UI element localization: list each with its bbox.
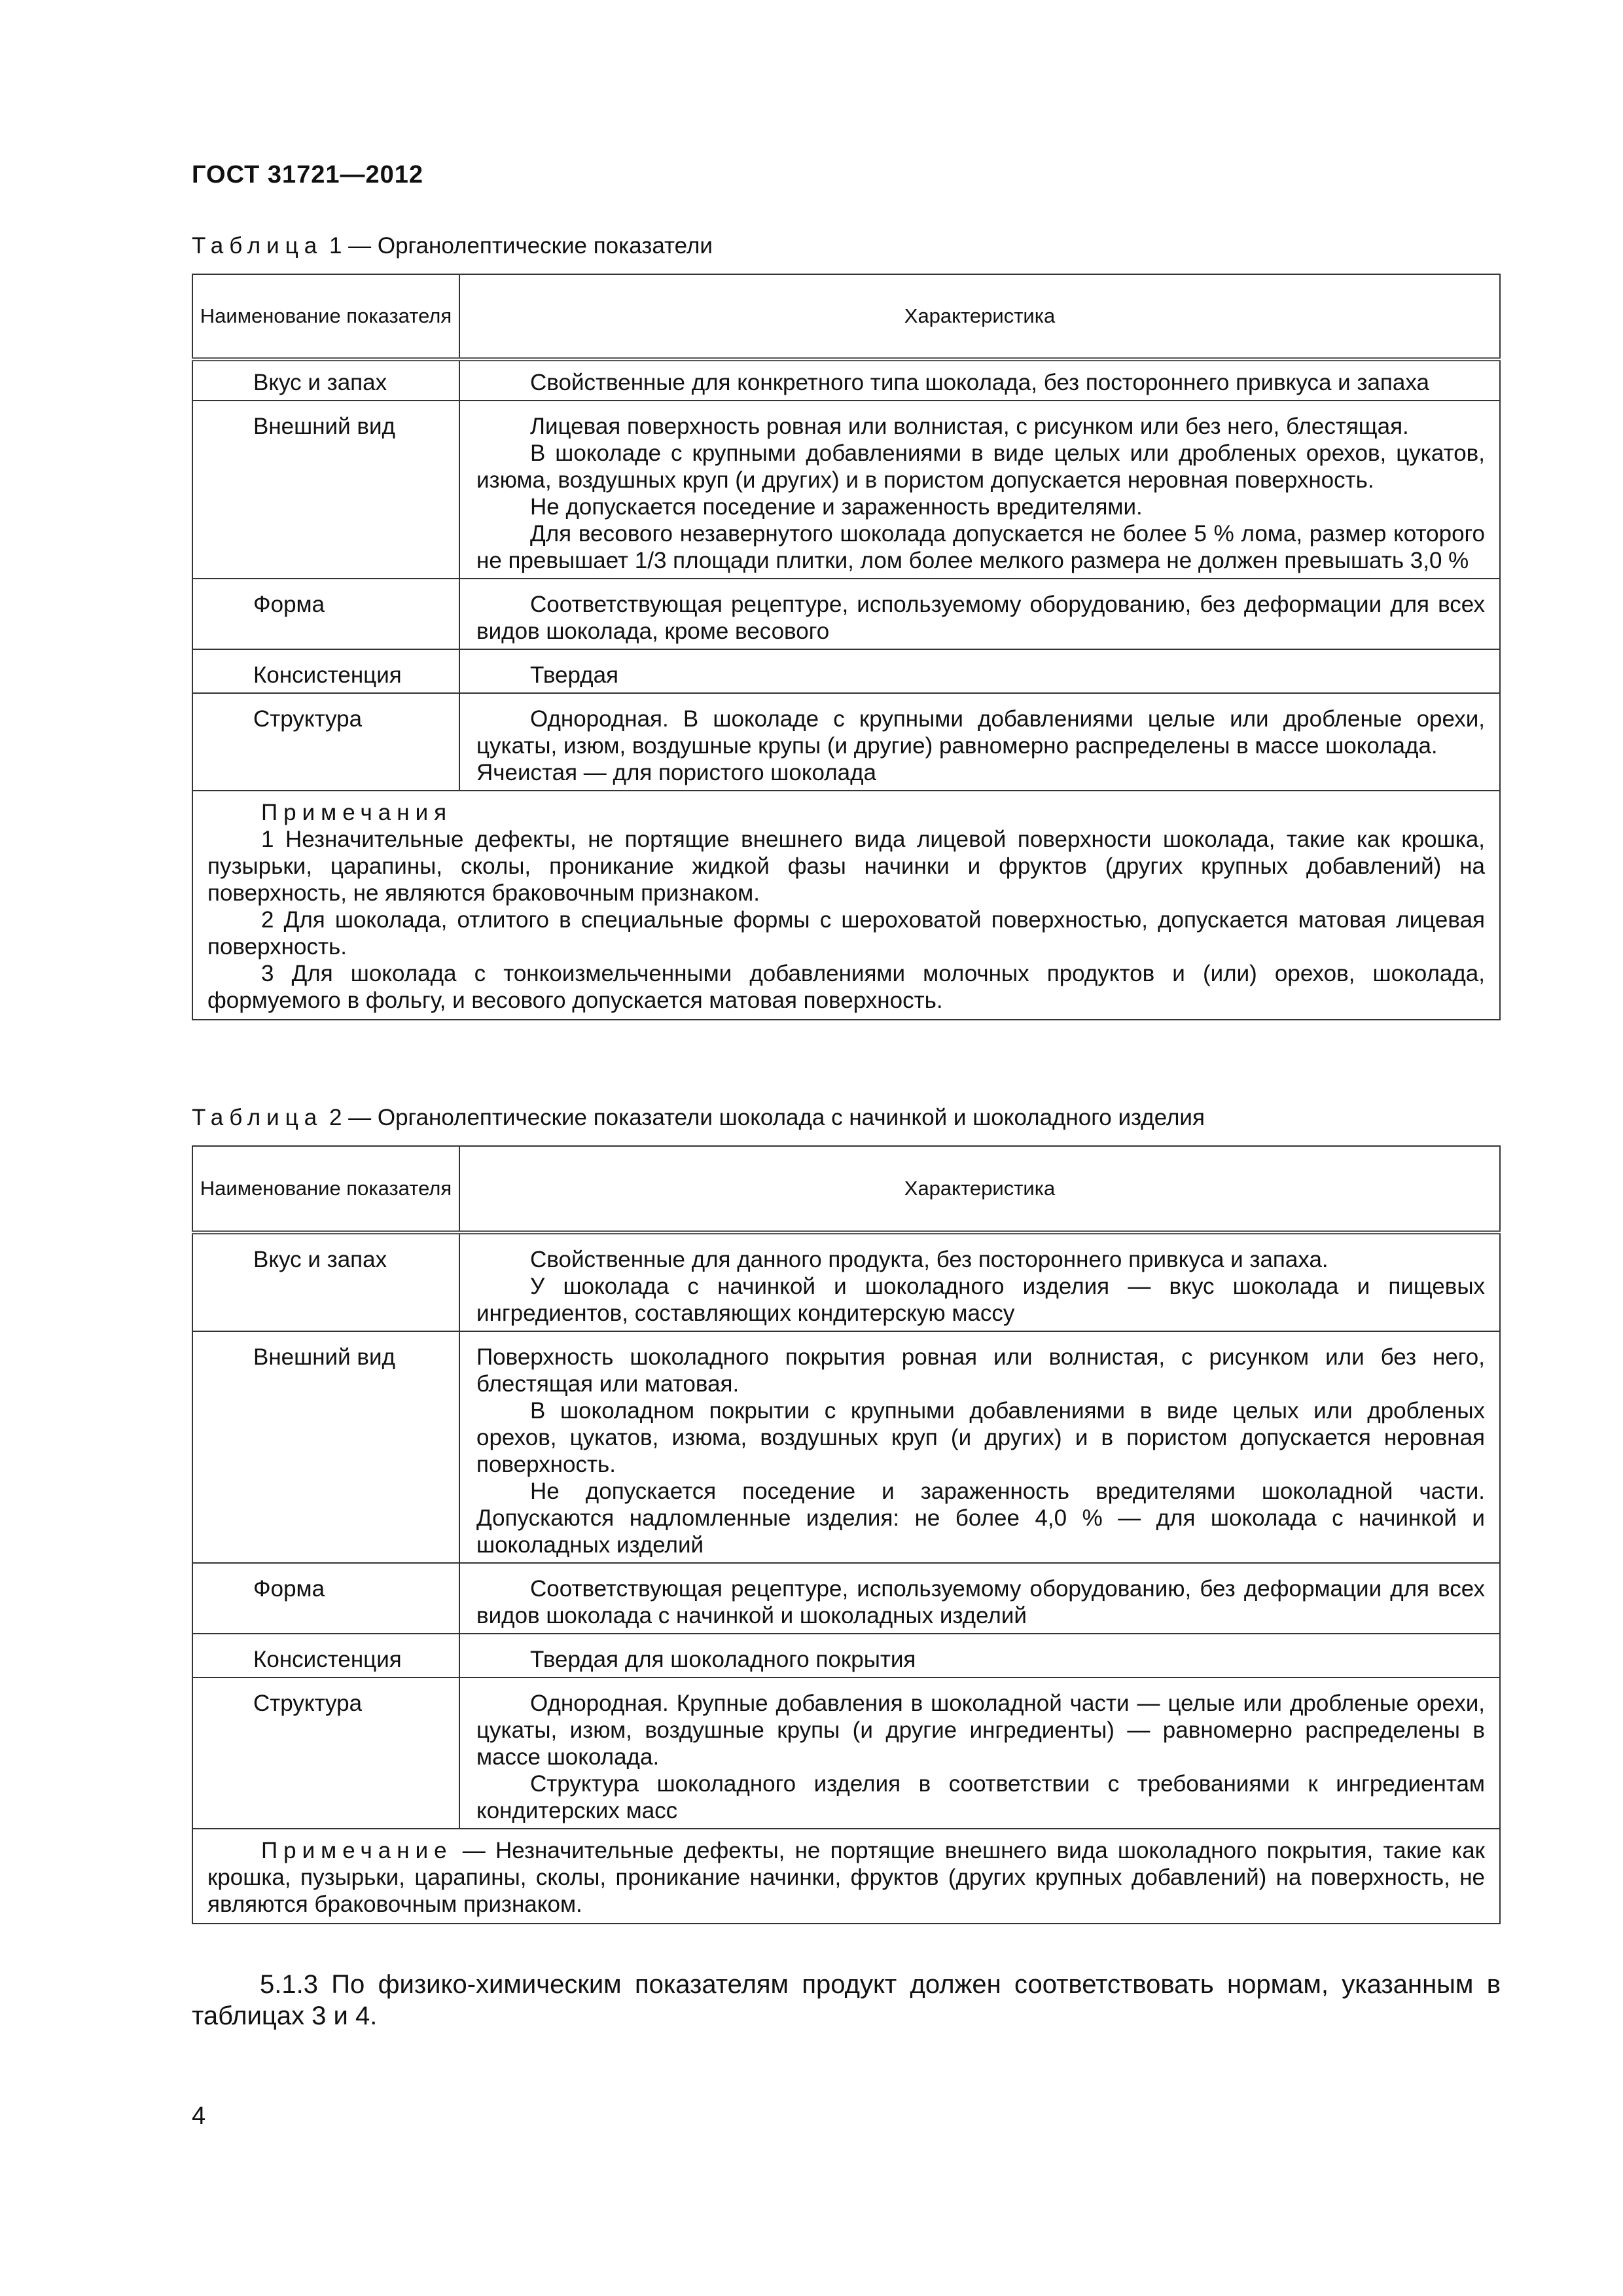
table2-caption [192, 1103, 1205, 1132]
row-characteristic [459, 579, 1500, 649]
table2-header-characteristic: Характеристика [459, 1146, 1500, 1232]
table1-caption-title: 1 — Органолептические показатели [323, 233, 713, 259]
row-characteristic [459, 1232, 1500, 1331]
paragraph: Структура шоколадного изделия в соответствии с требованиями к ингредиентам кондитерских масс [476, 1771, 1485, 1823]
row-name: Внешний вид [192, 1331, 459, 1563]
table1-header-name: Наименование показателя [192, 274, 459, 359]
row-name: Форма [192, 579, 459, 649]
row-characteristic [459, 1331, 1500, 1563]
row-characteristic [459, 693, 1500, 791]
paragraph: В шоколадном покрытии с крупными добавлениями в виде целых или дробленых орехов, цукатов, изюма, воздушных круп (и других) и в пористом допускается неровная поверхность. [476, 1398, 1485, 1477]
table-row [192, 359, 1500, 401]
row-characteristic [459, 1677, 1500, 1829]
paragraph: У шоколада с начинкой и шоколадного изделия — вкус шоколада и пищевых ингредиентов, составляющих кондитерскую массу [476, 1274, 1485, 1326]
table2-note [192, 1829, 1500, 1924]
table-row [192, 1331, 1500, 1563]
paragraph: Однородная. В шоколаде с крупными добавлениями целые или дробленые орехи, цукаты, изюм, воздушные крупы (и другие) равномерно распределены в массе шоколада. [476, 706, 1485, 759]
note-item: Примечание — Незначительные дефекты, не портящие внешнего вида шоколадного покрытия, такие как крошка, пузырьки, царапины, сколы, проникание начинки, фруктов (других крупных добавлений) на поверхность, не являются браковочным признаком. [207, 1838, 1485, 1917]
paragraph: Не допускается поседение и зараженность вредителями шоколадной части. Допускаются надломленные изделия: не более 4,0 % — для шоколада с начинкой и шоколадных изделий [476, 1479, 1485, 1558]
table-row [192, 649, 1500, 693]
row-characteristic [459, 1563, 1500, 1634]
row-name: Консистенция [192, 649, 459, 693]
table-row [192, 1563, 1500, 1634]
table2 [192, 1145, 1501, 1924]
row-name: Структура [192, 693, 459, 791]
row-name: Форма [192, 1563, 459, 1634]
note-item: 3 Для шоколада с тонкоизмельченными добавлениями молочных продуктов и (или) орехов, шоколада, формуемого в фольгу, и весового допускается матовая поверхность. [207, 961, 1485, 1013]
paragraph: Однородная. Крупные добавления в шоколадной части — целые или дробленые орехи, цукаты, изюм, воздушные крупы (и другие ингредиенты) — равномерно распределены в массе шоколада. [476, 1691, 1485, 1770]
row-characteristic [459, 1634, 1500, 1677]
table-row [192, 1232, 1500, 1331]
table1-header-characteristic: Характеристика [459, 274, 1500, 359]
note-item: 1 Незначительные дефекты, не портящие внешнего вида лицевой поверхности шоколада, такие как крошка, пузырьки, царапины, сколы, проникание жидкой фазы начинки и фруктов (других крупных добавлений) на поверхность, не являются браковочным признаком. [207, 827, 1485, 906]
row-characteristic [459, 401, 1500, 579]
table1-notes [192, 791, 1500, 1020]
table2-header-name: Наименование показателя [192, 1146, 459, 1232]
notes-title: Примечания [261, 800, 453, 825]
paragraph: Ячеистая — для пористого шоколада [476, 760, 876, 785]
row-name: Структура [192, 1677, 459, 1829]
paragraph: Твердая [530, 662, 619, 688]
paragraph: Не допускается поседение и зараженность вредителями. [530, 494, 1143, 520]
paragraph: Соответствующая рецептуре, используемому оборудованию, без деформации для всех видов шоколада с начинкой и шоколадных изделий [476, 1576, 1485, 1628]
table2-caption-title: 2 — Органолептические показатели шоколада с начинкой и шоколадного изделия [323, 1105, 1205, 1130]
table-row [192, 693, 1500, 791]
table1 [192, 274, 1501, 1020]
table-notes-row [192, 1829, 1500, 1924]
page-number: 4 [192, 2102, 206, 2130]
row-name: Внешний вид [192, 401, 459, 579]
table-row [192, 1634, 1500, 1677]
paragraph: Свойственные для конкретного типа шоколада, без постороннего привкуса и запаха [530, 370, 1429, 395]
table1-caption [192, 232, 713, 260]
row-name: Вкус и запах [192, 1232, 459, 1331]
paragraph: Для весового незавернутого шоколада допускается не более 5 % лома, размер которого не превышает 1/3 площади плитки, лом более мелкого размера не должен превышать 3,0 % [476, 521, 1485, 573]
row-name: Консистенция [192, 1634, 459, 1677]
row-name: Вкус и запах [192, 359, 459, 401]
row-characteristic [459, 649, 1500, 693]
table-row [192, 1677, 1500, 1829]
paragraph: Поверхность шоколадного покрытия ровная или волнистая, с рисунком или без него, блестящая или матовая. [476, 1344, 1485, 1397]
paragraph: В шоколаде с крупными добавлениями в виде целых или дробленых орехов, цукатов, изюма, воздушных круп (и других) и в пористом допускается неровная поверхность. [476, 440, 1485, 493]
table-row [192, 579, 1500, 649]
document-header: ГОСТ 31721—2012 [192, 161, 424, 188]
paragraph: Свойственные для данного продукта, без постороннего привкуса и запаха. [530, 1247, 1329, 1272]
table2-caption-word: Таблица [192, 1105, 323, 1130]
table1-caption-word: Таблица [192, 233, 323, 259]
row-characteristic [459, 359, 1500, 401]
note-item: 2 Для шоколада, отлитого в специальные формы с шероховатой поверхностью, допускается матовая лицевая поверхность. [207, 907, 1485, 960]
paragraph-5-1-3: 5.1.3 По физико-химическим показателям продукт должен соответствовать нормам, указанным в таблицах 3 и 4. [192, 1970, 1501, 2030]
paragraph: Соответствующая рецептуре, используемому оборудованию, без деформации для всех видов шоколада, кроме весового [476, 592, 1485, 644]
table-notes-row [192, 791, 1500, 1020]
paragraph: Лицевая поверхность ровная или волнистая, с рисунком или без него, блестящая. [530, 414, 1409, 439]
table-row [192, 401, 1500, 579]
paragraph: Твердая для шоколадного покрытия [530, 1647, 916, 1672]
